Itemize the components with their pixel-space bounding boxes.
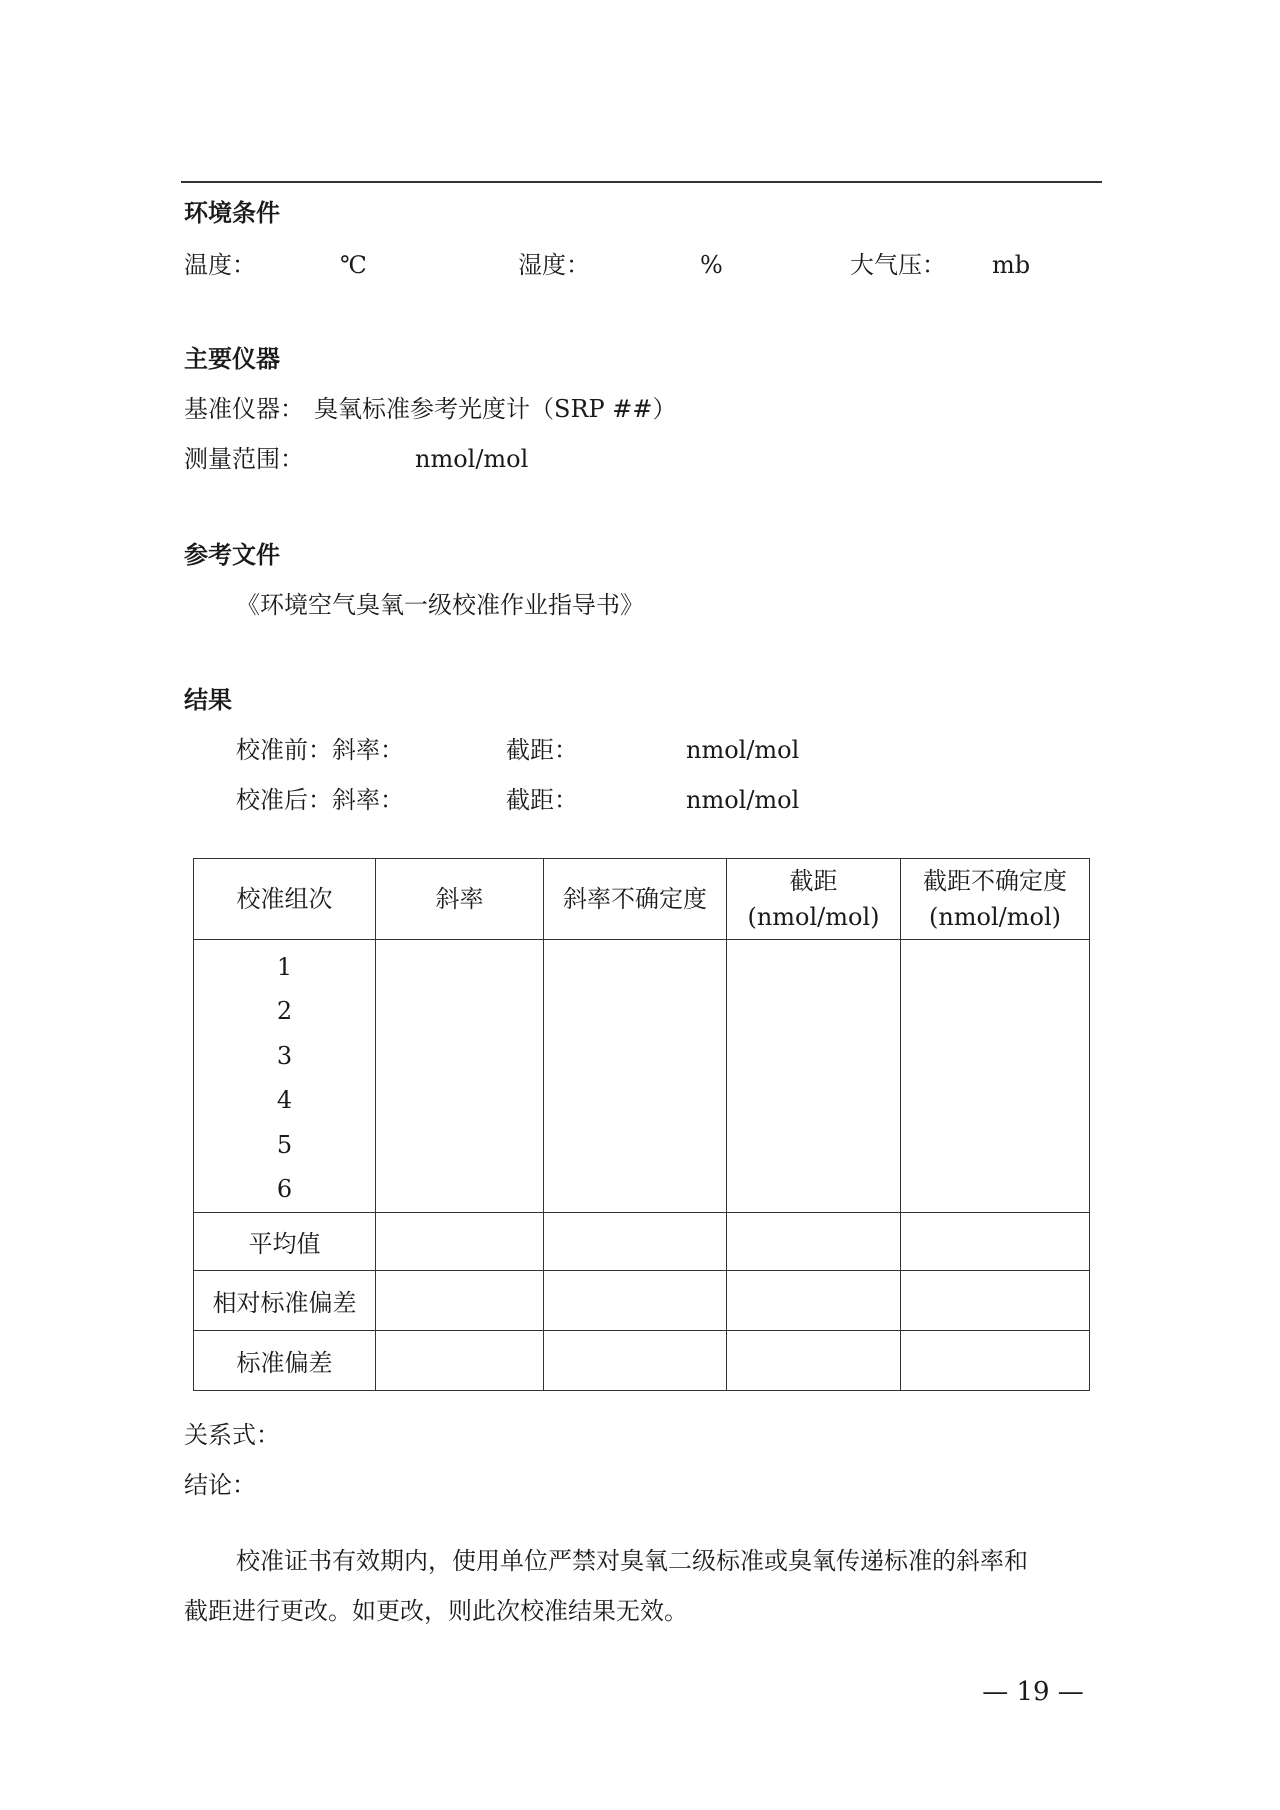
group-number: 2: [276, 997, 293, 1025]
table-row: [194, 1213, 1090, 1271]
reference-instrument-value: 臭氧标准参考光度计（SRP ##）: [314, 395, 677, 423]
before-intercept-unit: nmol/mol: [686, 736, 800, 764]
results-heading: 结果: [184, 686, 232, 714]
calibration-table: [193, 858, 1090, 1391]
group-number: 3: [276, 1041, 293, 1070]
before-intercept-label: 截距：: [506, 736, 578, 764]
mean-intercept-uncertainty-cell: [901, 1213, 1090, 1271]
table-header-row: [194, 859, 1090, 940]
notice-line-2: 截距进行更改。如更改，则此次校准结果无效。: [184, 1597, 688, 1625]
range-unit: nmol/mol: [415, 445, 529, 473]
temp-label: 温度：: [184, 251, 256, 279]
group-number: 6: [276, 1175, 293, 1203]
header-group: 校准组次: [194, 859, 376, 940]
reference-instrument-label: 基准仪器：: [184, 395, 304, 423]
header-slope-uncertainty: 斜率不确定度: [544, 859, 727, 940]
before-slope-label: 校准前：斜率：: [236, 736, 404, 764]
rsd-slope-uncertainty-cell: [544, 1271, 727, 1331]
header-intercept-uncertainty: [901, 859, 1090, 940]
sd-intercept-uncertainty-cell: [901, 1331, 1090, 1391]
references-heading: 参考文件: [184, 541, 280, 569]
sd-intercept-cell: [727, 1331, 901, 1391]
header-intercept-uncertainty-line1: 截距不确定度: [923, 867, 1067, 895]
header-intercept-line1: 截距: [789, 867, 838, 895]
humidity-unit: %: [700, 251, 723, 279]
rsd-intercept-cell: [727, 1271, 901, 1331]
rsd-intercept-uncertainty-cell: [901, 1271, 1090, 1331]
after-slope-label: 校准后：斜率：: [236, 786, 404, 814]
table-row-groups: [194, 940, 1090, 1213]
header-slope: 斜率: [376, 859, 544, 940]
row-label-mean: 平均值: [194, 1213, 376, 1271]
after-intercept-unit: nmol/mol: [686, 786, 800, 814]
instruments-heading: 主要仪器: [184, 345, 280, 373]
env-heading: 环境条件: [184, 199, 280, 227]
sd-slope-cell: [376, 1331, 544, 1391]
reference-document: 《环境空气臭氧一级校准作业指导书》: [236, 591, 644, 619]
header-intercept-line2: (nmol/mol): [747, 903, 880, 931]
row-label-rsd: 相对标准偏差: [194, 1271, 376, 1331]
slope-uncertainty-cell: [544, 940, 727, 1213]
group-number: 1: [276, 952, 293, 981]
header-intercept-uncertainty-line2: (nmol/mol): [928, 903, 1062, 931]
group-number: 5: [276, 1130, 293, 1159]
humidity-label: 湿度：: [518, 251, 590, 279]
table-row: [194, 1331, 1090, 1391]
range-label: 测量范围：: [184, 445, 304, 473]
relation-label: 关系式：: [184, 1421, 280, 1449]
mean-slope-cell: [376, 1213, 544, 1271]
top-rule: [181, 181, 1102, 183]
group-number: 4: [276, 1086, 293, 1114]
pressure-label: 大气压：: [850, 251, 946, 279]
pressure-unit: mb: [992, 251, 1031, 279]
rsd-slope-cell: [376, 1271, 544, 1331]
header-intercept: [727, 859, 901, 940]
group-numbers-cell: [194, 940, 376, 1213]
intercept-uncertainty-cell: [901, 940, 1090, 1213]
page-number: — 19 —: [982, 1677, 1084, 1707]
sd-slope-uncertainty-cell: [544, 1331, 727, 1391]
table-row: [194, 1271, 1090, 1331]
notice-line-1: 校准证书有效期内，使用单位严禁对臭氧二级标准或臭氧传递标准的斜率和: [236, 1547, 1028, 1575]
after-intercept-label: 截距：: [506, 786, 578, 814]
temp-unit: ℃: [340, 251, 367, 279]
slope-cell: [376, 940, 544, 1213]
conclusion-label: 结论：: [184, 1471, 256, 1499]
intercept-cell: [727, 940, 901, 1213]
mean-slope-uncertainty-cell: [544, 1213, 727, 1271]
mean-intercept-cell: [727, 1213, 901, 1271]
row-label-sd: 标准偏差: [194, 1331, 376, 1391]
